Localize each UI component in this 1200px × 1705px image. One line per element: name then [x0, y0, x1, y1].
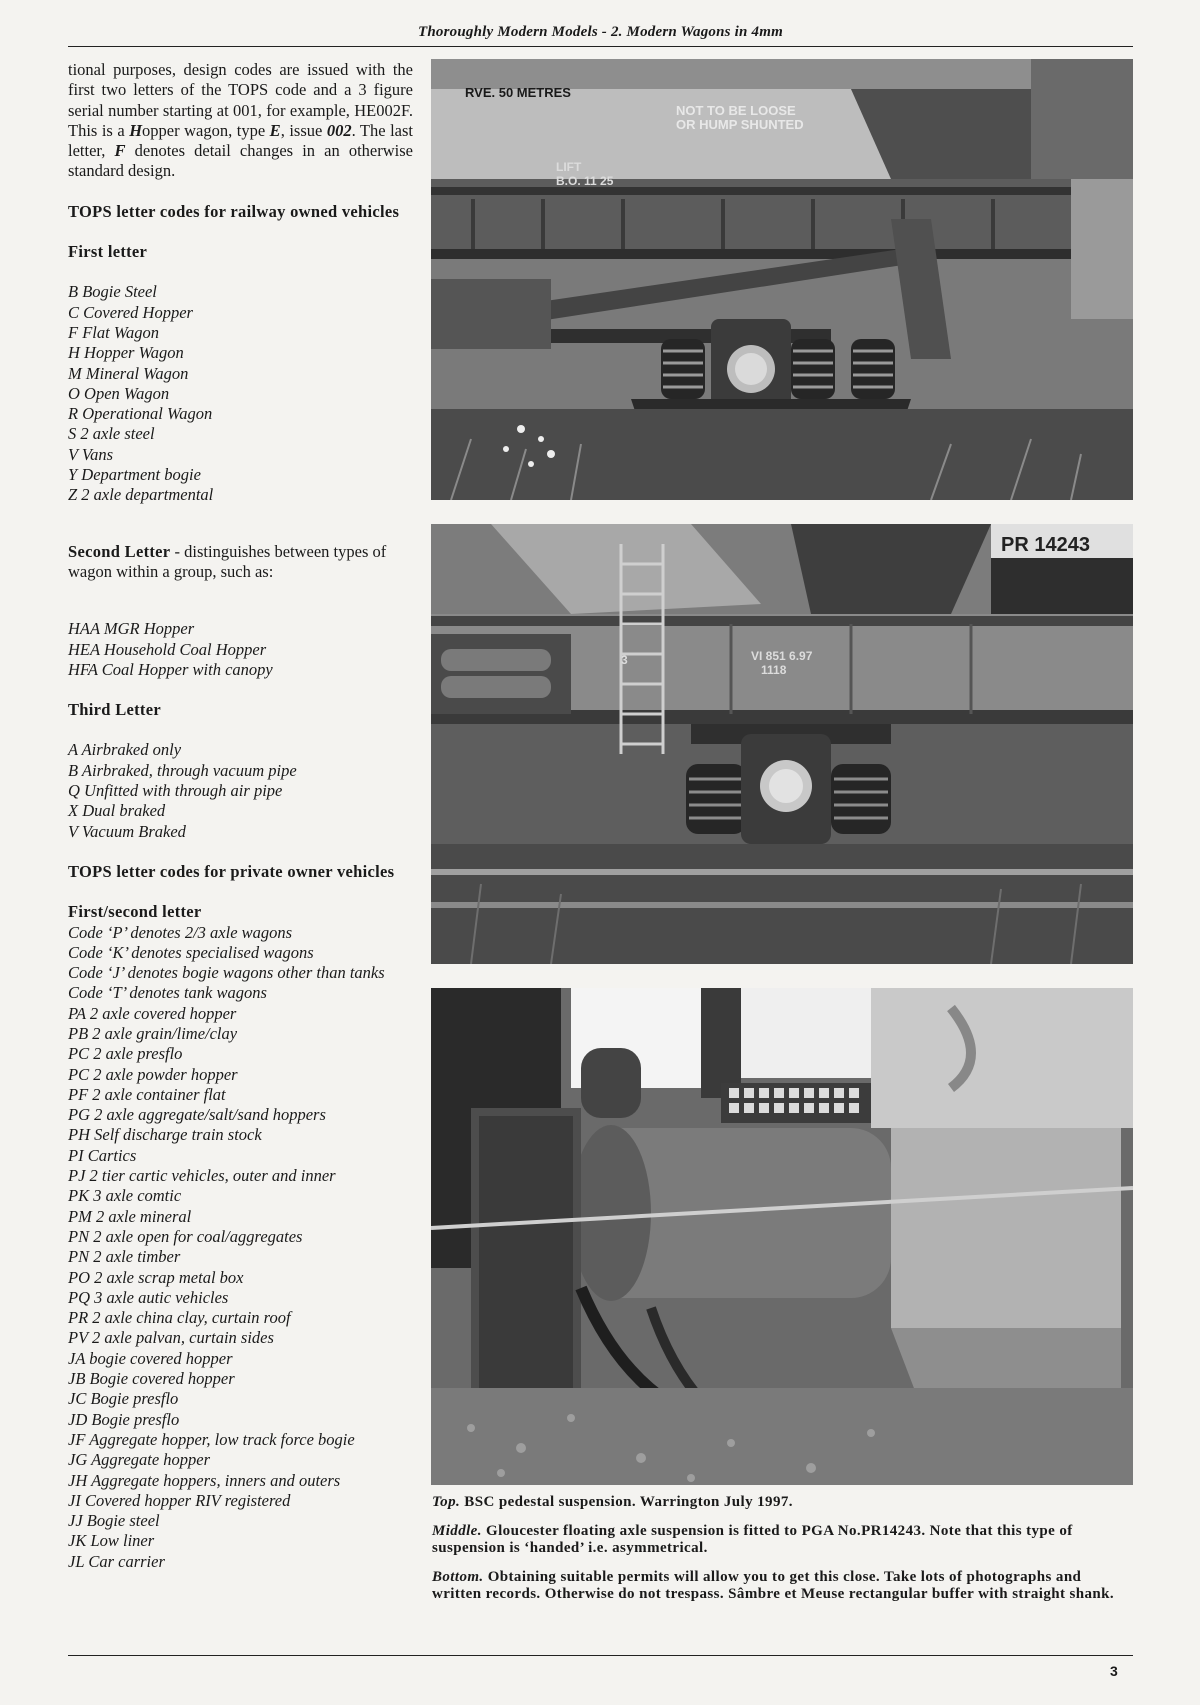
caption-label: Middle.: [432, 1522, 482, 1539]
photo-bottom-illustration: [431, 988, 1133, 1485]
code-list-item: PC 2 axle presflo: [68, 1044, 183, 1064]
code-list-item: JJ Bogie steel: [68, 1511, 160, 1531]
photo-middle-marking: 1118: [761, 663, 787, 677]
caption-label: Top.: [432, 1494, 461, 1510]
second-letter-description: - distinguishes between types of wagon within a group, such as:: [68, 542, 387, 582]
code-list-item: C Covered Hopper: [68, 302, 193, 322]
caption-middle: [432, 1523, 1134, 1558]
private-heading: TOPS letter codes for private owner vehicles: [68, 861, 395, 881]
photo-bottom-buffer: [431, 988, 1133, 1485]
second-letter-list: [68, 619, 413, 680]
code-list-item: PQ 3 axle autic vehicles: [68, 1287, 229, 1307]
photo-top-marking: NOT TO BE LOOSE: [676, 103, 796, 118]
second-letter-heading: Second Letter: [68, 542, 171, 562]
code-list-item: PV 2 axle palvan, curtain sides: [68, 1328, 274, 1348]
intro-text: tional purposes, design codes are issued with the first two letters of the TOPS code and a 3 figure serial number starting at 001, for example, HE002F. This is a: [68, 60, 413, 140]
code-list-item: Code ‘P’ denotes 2/3 axle wagons: [68, 922, 293, 942]
third-letter-list: [68, 740, 413, 841]
code-list-item: HFA Coal Hopper with canopy: [68, 659, 273, 679]
code-list-item: PR 2 axle china clay, curtain roof: [68, 1308, 291, 1328]
code-list-item: JI Covered hopper RIV registered: [68, 1490, 291, 1510]
code-list-item: B Bogie Steel: [68, 282, 157, 302]
photo-middle-illustration: [431, 524, 1133, 964]
code-list-item: PA 2 axle covered hopper: [68, 1003, 237, 1023]
code-list-item: PM 2 axle mineral: [68, 1206, 192, 1226]
intro-text: denotes detail changes in an otherwise standard design.: [68, 141, 413, 181]
photo-top-bsc-pedestal-suspension: [431, 59, 1133, 500]
code-list-item: PN 2 axle open for coal/aggregates: [68, 1226, 303, 1246]
caption-top: [432, 1494, 1134, 1512]
code-list-item: PC 2 axle powder hopper: [68, 1064, 238, 1084]
code-list-item: B Airbraked, through vacuum pipe: [68, 760, 297, 780]
railway-heading: TOPS letter codes for railway owned vehicles: [68, 201, 400, 221]
caption-bottom: [432, 1569, 1134, 1604]
code-list-item: Code ‘K’ denotes specialised wagons: [68, 942, 314, 962]
photo-top-marking: LIFT: [556, 160, 582, 174]
intro-paragraph: [68, 60, 413, 182]
code-list-item: PJ 2 tier cartic vehicles, outer and inner: [68, 1166, 336, 1186]
intro-emphasis: E: [269, 120, 281, 140]
code-list-item: HAA MGR Hopper: [68, 619, 195, 639]
intro-emphasis: 002: [326, 120, 352, 140]
caption-text: Obtaining suitable permits will allow you to get this close. Take lots of photographs and written records. Otherwise do not trespass. Sâmbre et Meuse rectangular buffer with straight shank.: [432, 1568, 1115, 1602]
footer-rule: [68, 1655, 1133, 1656]
left-column: [68, 60, 413, 1572]
photo-middle-marking: VI 851 6.97: [751, 649, 813, 663]
code-list-item: JG Aggregate hopper: [68, 1450, 211, 1470]
code-list-item: Code ‘J’ denotes bogie wagons other than tanks: [68, 963, 385, 983]
running-header: Thoroughly Modern Models - 2. Modern Wagons in 4mm: [418, 24, 783, 40]
caption-text: Gloucester floating axle suspension is fitted to PGA No.PR14243. Note that this type of suspension is ‘handed’ i.e. asymmetrical.: [432, 1522, 1073, 1556]
code-list-item: PK 3 axle comtic: [68, 1186, 182, 1206]
third-letter-heading: Third Letter: [68, 700, 161, 720]
code-list-item: JK Low liner: [68, 1531, 155, 1551]
code-list-item: Z 2 axle departmental: [68, 485, 214, 505]
code-list-item: H Hopper Wagon: [68, 343, 184, 363]
second-letter-paragraph: [68, 542, 413, 583]
code-list-item: M Mineral Wagon: [68, 363, 189, 383]
photo-top-marking: RVE. 50 METRES: [465, 85, 571, 100]
code-list-item: Q Unfitted with through air pipe: [68, 781, 283, 801]
first-letter-heading: First letter: [68, 242, 148, 262]
code-list-item: PN 2 axle timber: [68, 1247, 181, 1267]
intro-text: opper wagon, type: [142, 120, 270, 140]
code-list-item: Code ‘T’ denotes tank wagons: [68, 983, 267, 1003]
code-list-item: F Flat Wagon: [68, 322, 160, 342]
code-list-item: R Operational Wagon: [68, 404, 213, 424]
code-list-item: JH Aggregate hoppers, inners and outers: [68, 1470, 341, 1490]
private-codes-list: [68, 923, 413, 1573]
photo-top-marking: B.O. 11 25: [556, 174, 614, 188]
caption-text: BSC pedestal suspension. Warrington July 1997.: [460, 1494, 793, 1510]
code-list-item: X Dual braked: [68, 801, 166, 821]
intro-emphasis: F: [114, 141, 126, 161]
code-list-item: JF Aggregate hopper, low track force bogie: [68, 1429, 355, 1449]
code-list-item: O Open Wagon: [68, 383, 170, 403]
intro-text: , issue: [280, 120, 327, 140]
code-list-item: PF 2 axle container flat: [68, 1084, 226, 1104]
code-list-item: PB 2 axle grain/lime/clay: [68, 1023, 238, 1043]
first-second-letter-heading: First/second letter: [68, 902, 202, 922]
code-list-item: JB Bogie covered hopper: [68, 1369, 235, 1389]
code-list-item: PO 2 axle scrap metal box: [68, 1267, 244, 1287]
code-list-item: V Vans: [68, 444, 114, 464]
code-list-item: PI Cartics: [68, 1145, 137, 1165]
code-list-item: JL Car carrier: [68, 1551, 165, 1571]
code-list-item: HEA Household Coal Hopper: [68, 639, 267, 659]
code-list-item: JC Bogie presflo: [68, 1389, 179, 1409]
photo-captions: [432, 1494, 1134, 1615]
header-rule: [68, 46, 1133, 47]
page-number: 3: [1110, 1663, 1118, 1679]
caption-label: Bottom.: [432, 1568, 484, 1585]
code-list-item: PH Self discharge train stock: [68, 1125, 262, 1145]
code-list-item: JA bogie covered hopper: [68, 1348, 233, 1368]
code-list-item: PG 2 axle aggregate/salt/sand hoppers: [68, 1105, 326, 1125]
code-list-item: A Airbraked only: [68, 740, 182, 760]
photo-middle-gloucester-suspension: [431, 524, 1133, 964]
code-list-item: S 2 axle steel: [68, 424, 155, 444]
first-letter-list: [68, 282, 413, 505]
code-list-item: V Vacuum Braked: [68, 821, 186, 841]
photo-middle-wagon-number: PR 14243: [1001, 534, 1090, 556]
code-list-item: JD Bogie presflo: [68, 1409, 180, 1429]
photo-top-illustration: [431, 59, 1133, 500]
intro-text: . The last letter,: [68, 120, 414, 161]
code-list-item: Y Department bogie: [68, 465, 201, 485]
photo-top-marking: OR HUMP SHUNTED: [676, 117, 804, 132]
intro-emphasis: H: [129, 120, 143, 140]
photo-middle-marking: 3: [621, 653, 628, 667]
